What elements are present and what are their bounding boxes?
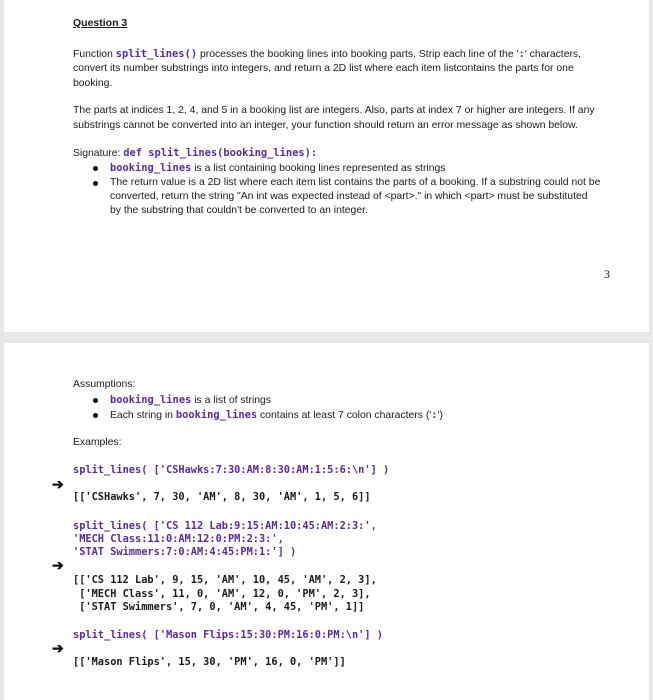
examples-heading: Examples: [73,437,122,448]
paragraph-1-line-1: Function split_lines() processes the booking lines into booking parts. Strip each line of the ':' characters, [73,48,582,60]
question-heading: Question 3 [73,17,128,29]
bullet-item-2-line-2: converted, return the string "An int was expected instead of <part>." in which <part> must be substituted [110,191,588,202]
right-arrow-icon: ➔ [52,476,64,492]
example-2-call-line-1: split_lines( ['CS 112 Lab:9:15:AM:10:45:AM:2:3:', [73,520,377,532]
bullet-item-2-line-1: The return value is a 2D list where each item list contains the parts of a booking. If a substring could not be [110,177,601,188]
signature-code: def split_lines(booking_lines): [123,147,318,159]
paragraph-2-line-2: substrings cannot be converted into an integer, your function should return an error message as shown below. [73,120,578,131]
bullet-icon [93,398,98,403]
example-1-result: [['CSHawks', 7, 30, 'AM', 8, 30, 'AM', 1, 5, 6]] [73,491,371,503]
example-2-call-line-2: 'MECH Class:11:0:AM:12:0:PM:2:3:', [73,533,284,545]
signature-line: Signature: def split_lines(booking_lines): [73,147,318,159]
assumptions-heading: Assumptions: [73,379,136,390]
bullet-icon [93,181,98,186]
bullet-item-1: booking_lines is a list containing booking lines represented as strings [110,162,446,174]
example-2-call-line-3: 'STAT Swimmers:7:0:AM:4:45:PM:1:'] ) [73,546,297,558]
example-2-result-line-3: ['STAT Swimmers', 7, 0, 'AM', 4, 45, 'PM', 1]] [73,601,365,613]
right-arrow-icon: ➔ [52,557,64,573]
example-2-result-line-1: [['CS 112 Lab', 9, 15, 'AM', 10, 45, 'AM', 2, 3], [73,574,377,586]
bullet-icon [93,413,98,418]
document-page-2 [4,343,649,700]
bullet-icon [93,166,98,171]
example-2-result-line-2: ['MECH Class', 11, 0, 'AM', 12, 0, 'PM', 2, 3], [73,588,371,600]
right-arrow-icon: ➔ [52,640,64,656]
example-1-call: split_lines( ['CSHawks:7:30:AM:8:30:AM:1:5:6:\n'] ) [73,464,390,476]
paragraph-2-line-1: The parts at indices 1, 2, 4, and 5 in a booking list are integers. Also, parts at index 7 or higher are integers. If any [73,105,595,116]
bullet-item-2-line-3: by the substring that couldn't be converted to an integer. [110,205,368,216]
assumption-item-2: Each string in booking_lines contains at least 7 colon characters (':') [110,409,443,421]
function-name-code: split_lines() [115,48,198,60]
paragraph-1-line-2: convert its number substrings into integers, and return a 2D list where each item listcontains the parts for one [73,63,574,74]
document-page-1 [4,0,649,332]
example-3-result: [['Mason Flips', 15, 30, 'PM', 16, 0, 'PM']] [73,656,346,668]
example-3-call: split_lines( ['Mason Flips:15:30:PM:16:0:PM:\n'] ) [73,629,383,641]
paragraph-1-line-3: booking. [73,78,113,89]
page-number: 3 [604,267,610,281]
assumption-item-1: booking_lines is a list of strings [110,394,272,406]
